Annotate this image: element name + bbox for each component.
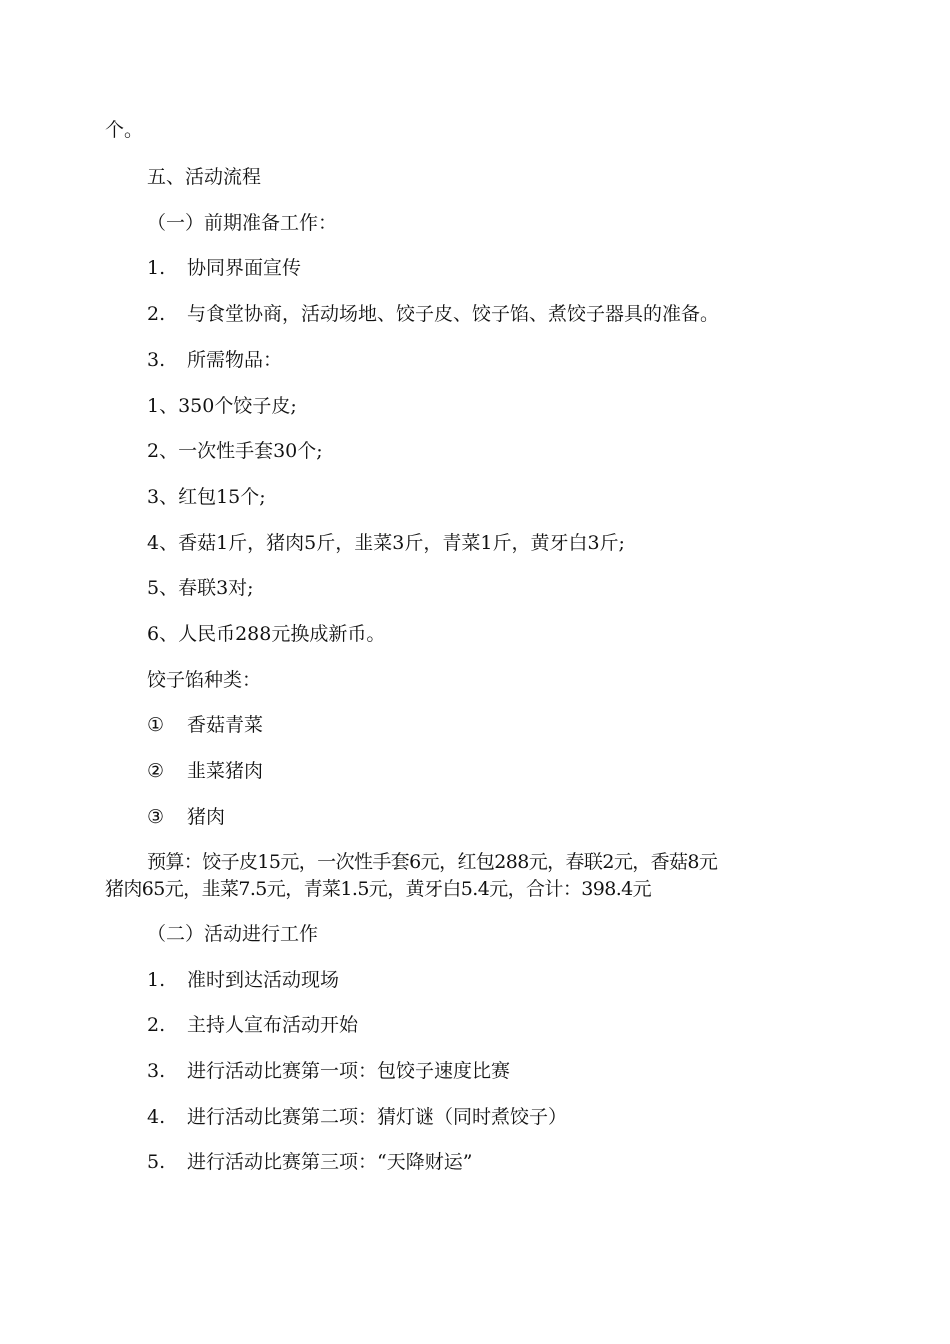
supply-item: 5、春联3对; xyxy=(147,577,254,599)
section-heading: 五、活动流程 xyxy=(147,166,262,188)
list-number: 2. xyxy=(147,303,166,325)
supply-item: 1、350个饺子皮; xyxy=(147,395,297,417)
budget-line: 预算：饺子皮15元，一次性手套6元，红包288元，春联2元，香菇8元 xyxy=(147,851,718,873)
supply-item: 2、一次性手套30个; xyxy=(147,440,323,462)
filling-item xyxy=(147,759,263,783)
list-item xyxy=(147,968,339,992)
filling-item xyxy=(147,713,263,737)
list-item xyxy=(147,1013,358,1037)
list-item xyxy=(147,256,301,280)
subsection-heading: （二）活动进行工作 xyxy=(147,923,319,945)
filling-heading: 饺子馅种类： xyxy=(147,669,262,691)
list-number: 4. xyxy=(147,1106,166,1128)
filling-number: ② xyxy=(147,760,165,782)
list-item xyxy=(147,348,282,372)
list-text: 进行活动比赛第二项：猜灯谜（同时煮饺子） xyxy=(187,1106,568,1128)
budget-line: 猪肉65元，韭菜7.5元，青菜1.5元，黄牙白5.4元，合计：398.4元 xyxy=(105,878,652,900)
list-text: 准时到达活动现场 xyxy=(187,969,340,991)
list-item xyxy=(147,1105,567,1129)
list-number: 3. xyxy=(147,349,166,371)
list-text: 所需物品： xyxy=(187,349,283,371)
list-text: 协同界面宣传 xyxy=(187,257,302,279)
list-item xyxy=(147,302,719,326)
list-number: 2. xyxy=(147,1014,166,1036)
filling-text: 香菇青菜 xyxy=(187,714,264,736)
list-number: 5. xyxy=(147,1151,166,1173)
filling-text: 韭菜猪肉 xyxy=(187,760,264,782)
filling-item xyxy=(147,805,225,829)
list-text: 主持人宣布活动开始 xyxy=(187,1014,359,1036)
list-number: 1. xyxy=(147,969,166,991)
list-item xyxy=(147,1150,472,1174)
supply-item: 6、人民币288元换成新币。 xyxy=(147,623,386,645)
list-text: 进行活动比赛第三项：“天降财运” xyxy=(187,1151,473,1173)
filling-number: ③ xyxy=(147,806,165,828)
list-number: 1. xyxy=(147,257,166,279)
supply-item: 4、香菇1斤，猪肉5斤，韭菜3斤，青菜1斤，黄牙白3斤; xyxy=(147,532,625,554)
subsection-heading: （一）前期准备工作： xyxy=(147,212,338,234)
continuation-text: 个。 xyxy=(105,119,144,141)
list-number: 3. xyxy=(147,1060,166,1082)
filling-number: ① xyxy=(147,714,165,736)
list-text: 进行活动比赛第一项：包饺子速度比赛 xyxy=(187,1060,511,1082)
list-text: 与食堂协商，活动场地、饺子皮、饺子馅、煮饺子器具的准备。 xyxy=(187,303,720,325)
filling-text: 猪肉 xyxy=(187,806,226,828)
list-item xyxy=(147,1059,510,1083)
supply-item: 3、红包15个; xyxy=(147,486,266,508)
